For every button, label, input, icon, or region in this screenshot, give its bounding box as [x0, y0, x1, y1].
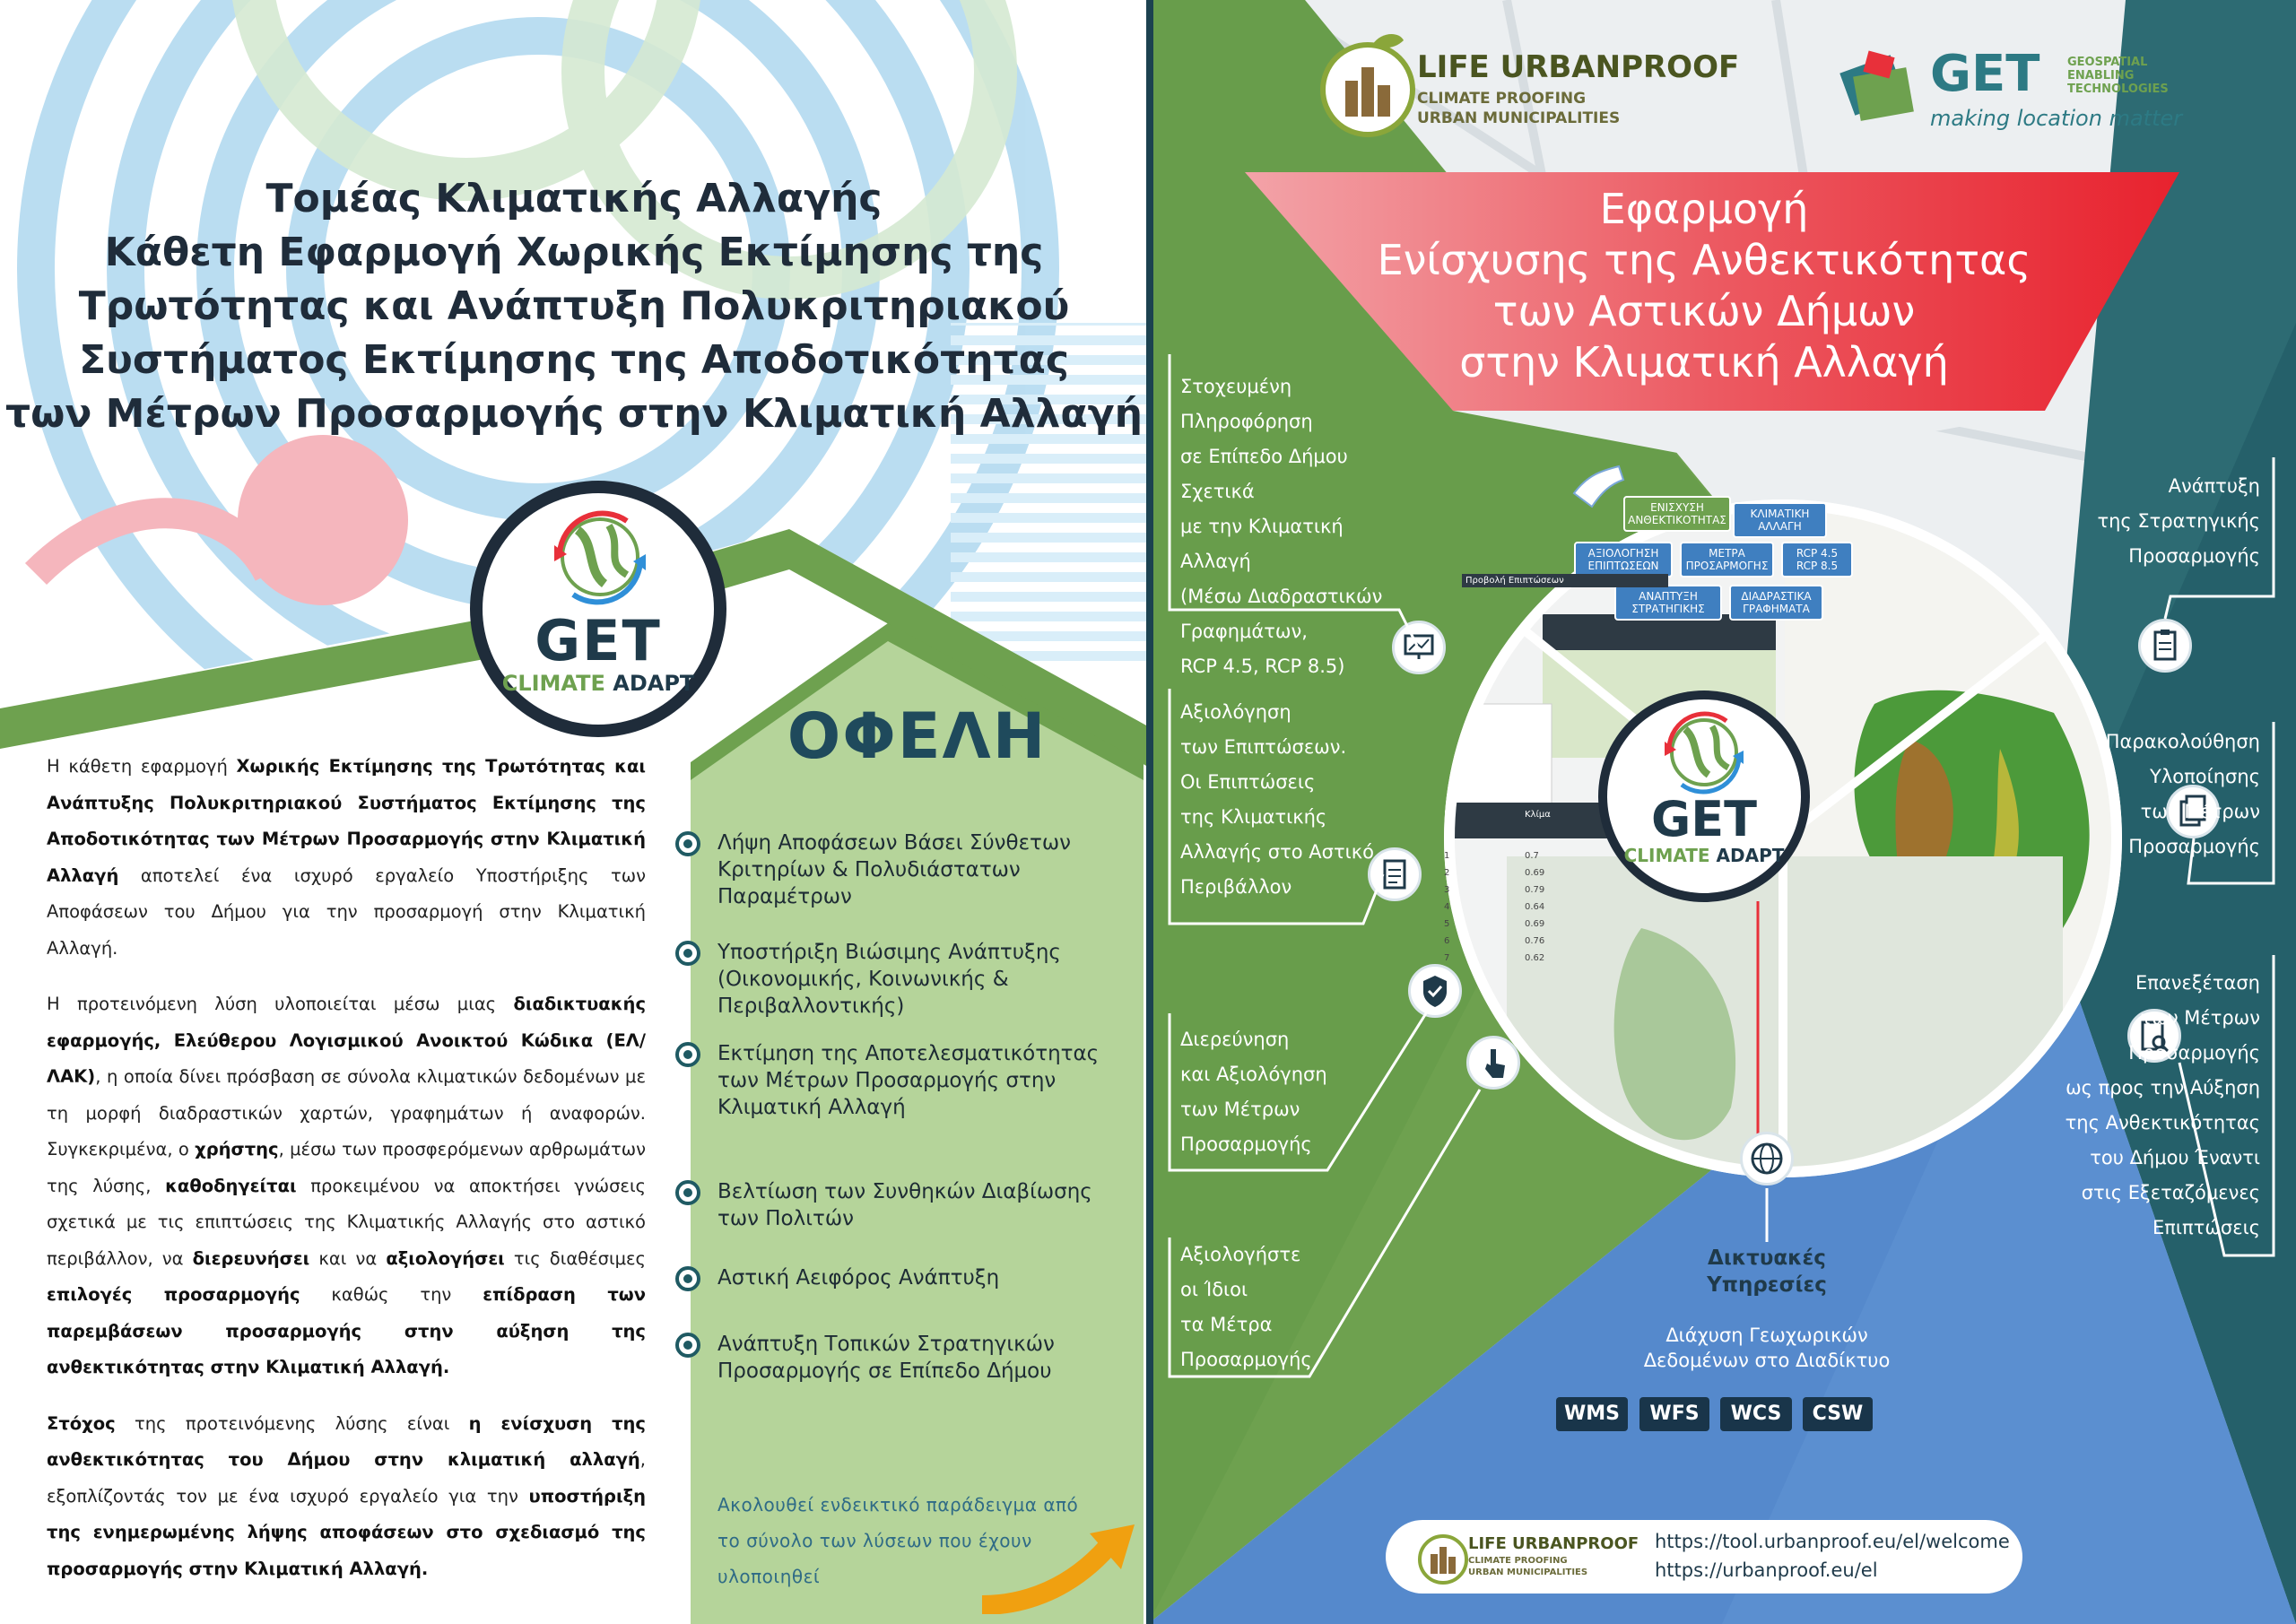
title-line-5: των Μέτρων Προσαρμογής στην Κλιματική Αλλαγή: [5, 391, 1143, 437]
get-slogan: making location matter: [1930, 106, 2183, 131]
left-body-text: [47, 749, 646, 1607]
urbanproof-line1: CLIMATE PROOFING: [1417, 90, 1587, 108]
chip-strategy-development: ΑΝΑΠΤΥΞΗ ΣΤΡΑΤΗΓΙΚΗΣ: [1614, 585, 1722, 621]
bullet-icon: [675, 831, 700, 856]
benefit-item: Βελτίωση των Συνθηκών Διαβίωσης των Πολιτών: [718, 1178, 1139, 1232]
wcs-badge[interactable]: WCS: [1720, 1397, 1792, 1431]
web-services-line-2: Υπηρεσίες: [1707, 1273, 1827, 1297]
page-spine: [1146, 0, 1153, 1624]
paragraph-2: Η προτεινόμενη λύση υλοποιείται μέσω μιας διαδικτυακής εφαρμογής, Ελεύθερου Λογισμικού Ανοικτού Κώδικα (ΕΛ/ΛΑΚ), η οποία δίνει πρόσβαση σε σύνολα κλιματικών δεδομένων με τη μορφή διαδραστικών χαρτών, γραφημάτων ή αναφορών. Συγκεκριμένα, ο χρήστης, μέσω των προσφερόμενων αρθρωμάτων της λύσης, καθοδηγείται προκειμένου να αποκτήσει γνώσεις σχετικά με τις επιπτώσεις της Κλιματικής Αλλαγής στο αστικό περιβάλλον, να διερευνήσει και να αξιολογήσει τις διαθέσιμες επιλογές προσαρμογής καθώς την επίδραση των παρεμβάσεων προσαρμογής στην αύξηση της ανθεκτικότητας στην Κλιματική Αλλαγή.: [47, 994, 647, 1377]
benefit-item: Ανάπτυξη Τοπικών Στρατηγικών Προσαρμογής σε Επίπεδο Δήμου: [718, 1331, 1139, 1385]
ribbon-line-2: Ενίσχυσης της Ανθεκτικότητας: [1377, 236, 2031, 284]
web-services-subtitle: Διάχυση Γεωχωρικών Δεδομένων στο Διαδίκτυο: [1643, 1324, 1891, 1371]
ribbon-line-1: Εφαρμογή: [1599, 185, 1809, 233]
logo-get-text: GET: [535, 608, 662, 673]
benefits-title: ΟΦΕΛΗ: [787, 699, 1048, 773]
get-climate-adapt-logo: [470, 481, 726, 737]
table-row: 4 0.64: [1444, 902, 1545, 912]
urbanproof-title: LIFE URBANPROOF: [1417, 49, 1740, 85]
paragraph-3: Στόχος της προτεινόμενης λύσης είναι η ενίσχυση της ανθεκτικότητας του Δήμου στην κλιματική αλλαγή, εξοπλίζοντάς τον με ένα ισχυρό εργαλείο για την υποστήριξη της ενημερωμένης λήψης αποφάσεων στο σχεδιασμό της προσαρμογής στην Κλιματική Αλλαγή.: [47, 1412, 646, 1579]
bullet-icon: [675, 941, 700, 966]
table-row: 3 0.79: [1444, 885, 1545, 895]
info-box-review: Επανεξέταση των Μέτρων Προσαρμογής ως προς την Αύξηση της Ανθεκτικότητας του Δήμου Έναντι στις Εξεταζόμενες Επιπτώσεις: [2065, 972, 2260, 1238]
bullet-icon: [675, 1266, 700, 1291]
wms-badge[interactable]: WMS: [1556, 1397, 1628, 1431]
table-row: 5 0.69: [1444, 919, 1545, 929]
arrow-right-icon: [973, 1515, 1144, 1614]
title-line-3: Τρωτότητας και Ανάπτυξη Πολυκριτηριακού: [78, 283, 1070, 329]
center-logo-get-text: GET: [1650, 791, 1758, 847]
title-line-4: Συστήματος Εκτίμησης της Αποδοτικότητας: [79, 337, 1069, 383]
logo-adapt-text: ADAPT: [613, 671, 695, 696]
logo-climate-text: CLIMATE: [501, 671, 605, 696]
get-company-tags: GEOSPATIAL ENABLING TECHNOLOGIES: [2067, 56, 2169, 96]
links-bar: [1386, 1520, 2022, 1594]
info-box-strategy-development: Ανάπτυξη της Στρατηγικής Προσαρμογής: [2097, 475, 2260, 567]
wfs-badge[interactable]: WFS: [1639, 1397, 1709, 1431]
table-row: 7 0.62: [1444, 953, 1545, 963]
info-box-measures-exploration: Διερεύνηση και Αξιολόγηση των Μέτρων Προσαρμογής: [1180, 1029, 1327, 1155]
ribbon-line-4: στην Κλιματική Αλλαγή: [1459, 338, 1949, 386]
links-bar-urbanproof-line1: CLIMATE PROOFING: [1468, 1556, 1568, 1566]
chip-adaptation-measures: ΜΕΤΡΑ ΠΡΟΣΑΡΜΟΓΗΣ: [1680, 542, 1774, 578]
csw-badge[interactable]: CSW: [1803, 1397, 1873, 1431]
urbanproof-line2: URBAN MUNICIPALITIES: [1417, 109, 1621, 127]
web-services-line-1: Δικτυακές: [1708, 1246, 1826, 1270]
mini-screen-header: Προβολή Επιπτώσεων: [1462, 574, 1668, 587]
example-note: Ακολουθεί ενδεικτικό παράδειγμα από το σύνολο των λύσεων που έχουν υλοποιηθεί: [718, 1494, 1079, 1587]
title-line-1: Τομέας Κλιματικής Αλλαγής: [265, 176, 883, 221]
urbanproof-emblem-icon: [1413, 1527, 1475, 1586]
bullet-icon: [675, 1180, 700, 1205]
chip-rcp: RCP 4.5 RCP 8.5: [1781, 542, 1853, 578]
bullet-icon: [675, 1333, 700, 1358]
table-row: 1 0.7: [1444, 851, 1539, 861]
web-services-title: [1614, 1245, 1919, 1298]
logo-climate-adapt: [470, 671, 726, 696]
info-box-monitoring: Παρακολούθηση Υλοποίησης των Μέτρων Προσαρμογής: [2105, 731, 2260, 857]
title-line-2: Κάθετη Εφαρμογή Χωρικής Εκτίμησης της: [104, 230, 1044, 275]
table-row: 6 0.76: [1444, 936, 1545, 946]
info-box-targeted-info: Στοχευμένη Πληροφόρηση σε Επίπεδο Δήμου Σχετικά με την Κλιματική Αλλαγή (Μέσω Διαδραστικών Γραφημάτων, RCP 4.5, RCP 8.5): [1180, 376, 1383, 677]
bullet-icon: [675, 1042, 700, 1067]
chip-impact-assessment: ΑΞΙΟΛΟΓΗΣΗ ΕΠΙΠΤΩΣΕΩΝ: [1574, 542, 1673, 578]
info-box-evaluate-measures: Αξιολογήστε οι Ίδιοι τα Μέτρα Προσαρμογής: [1180, 1244, 1312, 1370]
chip-resilience: ΕΝΙΣΧΥΣΗ ΑΝΘΕΚΤΙΚΟΤΗΤΑΣ: [1623, 496, 1731, 532]
mini-table-column: Κλίμα: [1525, 810, 1551, 820]
paragraph-1: Η κάθετη εφαρμογή Χωρικής Εκτίμησης της Τρωτότητας και Ανάπτυξης Πολυκριτηριακού Συστήματος Εκτίμησης της Αποδοτικότητας των Μέτρων Προσαρμογής στην Κλιματική Αλλαγή αποτελεί ένα ισχυρό εργαλείο Υποστήριξης των Αποφάσεων του Δήμου για την προσαρμογή στην Κλιματική Αλλαγή.: [47, 756, 647, 959]
link-urbanproof[interactable]: https://urbanproof.eu/el: [1655, 1559, 1878, 1581]
benefit-item: Λήψη Αποφάσεων Βάσει Σύνθετων Κριτηρίων & Πολυδιάστατων Παραμέτρων: [718, 829, 1139, 910]
right-page: [1148, 0, 2296, 1624]
ribbon-line-3: των Αστικών Δήμων: [1492, 287, 1916, 335]
benefit-item: Εκτίμηση της Αποτελεσματικότητας των Μέτρων Προσαρμογής στην Κλιματική Αλλαγή: [718, 1040, 1139, 1121]
links-bar-urbanproof-line2: URBAN MUNICIPALITIES: [1468, 1568, 1588, 1577]
links-bar-urbanproof-title: LIFE URBANPROOF: [1468, 1534, 1639, 1553]
center-logo-climate-adapt: CLIMATE ADAPT: [1623, 845, 1785, 866]
info-box-impact-assessment: Αξιολόγηση των Επιπτώσεων. Οι Επιπτώσεις της Κλιματικής Αλλαγής στο Αστικό Περιβάλλον: [1180, 701, 1374, 898]
chip-interactive-charts: ΔΙΑΔΡΑΣΤΙΚΑ ΓΡΑΦΗΜΑΤΑ: [1729, 585, 1823, 621]
get-company-text: GET: [1930, 45, 2040, 103]
table-row: 2 0.69: [1444, 868, 1545, 878]
mini-table-head: Id Κλίμα: [1444, 810, 1551, 820]
left-title: [0, 172, 1148, 441]
globe-arrows-icon: [542, 508, 658, 606]
benefit-item: Υποστήριξη Βιώσιμης Ανάπτυξης (Οικονομικής, Κοινωνικής & Περιβαλλοντικής): [718, 939, 1139, 1020]
link-tool[interactable]: https://tool.urbanproof.eu/el/welcome: [1655, 1531, 2010, 1552]
benefit-item: Αστική Αειφόρος Ανάπτυξη: [718, 1264, 1139, 1291]
chip-climate-change: ΚΛΙΜΑΤΙΚΗ ΑΛΛΑΓΗ: [1733, 502, 1827, 538]
